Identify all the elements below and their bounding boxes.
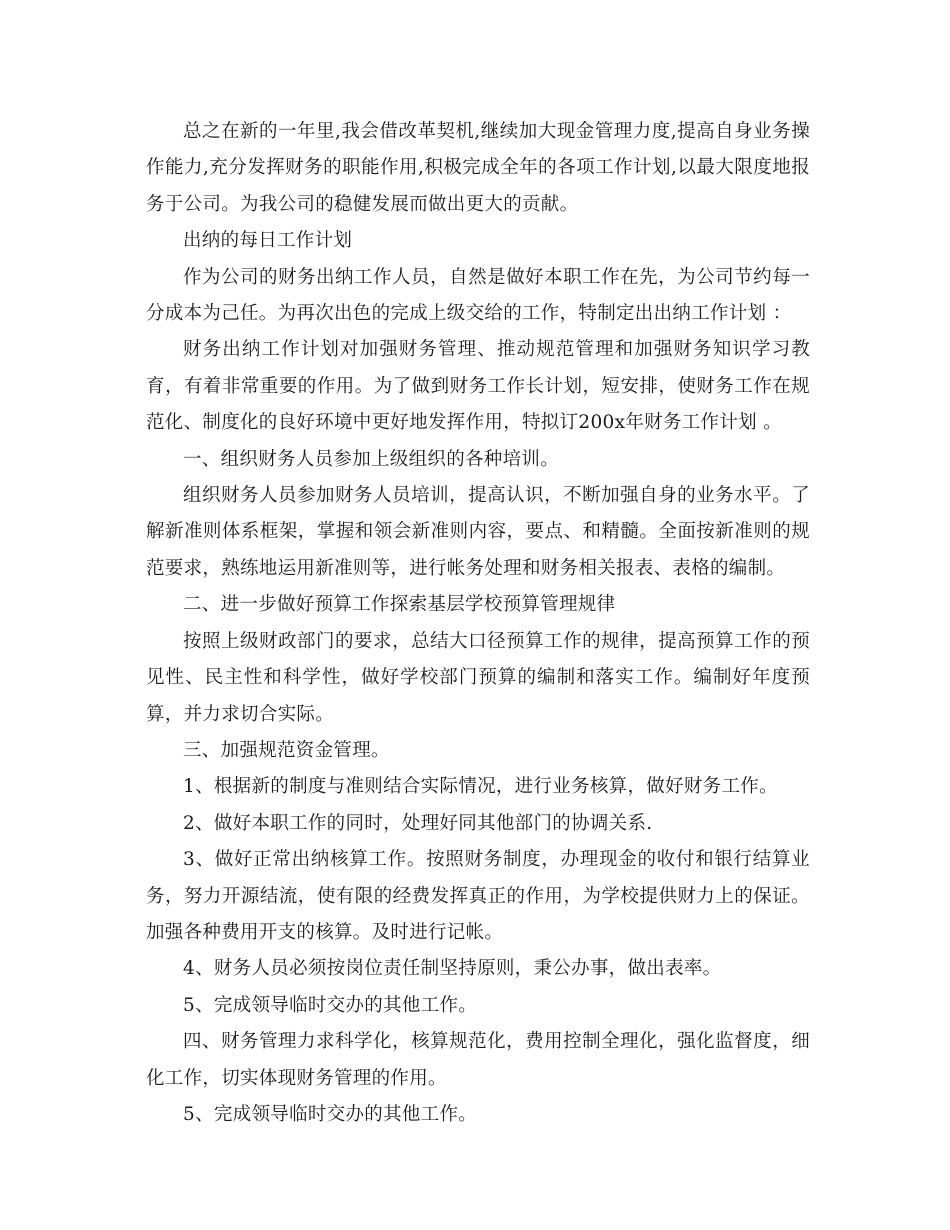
paragraph-budget: 按照上级财政部门的要求，总结大口径预算工作的规律，提高预算工作的预见性、民主性和科学性，做好学校部门预算的编制和落实工作。编制好年度预算，并力求切合实际。 [146, 630, 810, 725]
list-item-5: 5、完成领导临时交办的其他工作。 [183, 994, 478, 1016]
list-item-3: 3、做好正常出纳核算工作。按照财务制度，办理现金的收付和银行结算业务，努力开源结流，使有限的经费发挥真正的作用，为学校提供财力上的保证。加强各种费用开支的核算。及时进行记帐。 [146, 849, 810, 943]
list-item-5-repeat: 5、完成领导临时交办的其他工作。 [183, 1103, 478, 1125]
heading-item-1: 一、组织财务人员参加上级组织的各种培训。 [183, 448, 560, 470]
heading-item-2: 二、进一步做好预算工作探索基层学校预算管理规律 [183, 594, 616, 616]
list-item-2: 2、做好本职工作的同时，处理好同其他部门的协调关系. [183, 812, 653, 834]
paragraph-intro: 作为公司的财务出纳工作人员，自然是做好本职工作在先，为公司节约每一分成本为己任。为再次出色的完成上级交给的工作，特制定出出纳工作计划 ： [146, 266, 810, 325]
heading-item-3: 三、加强规范资金管理。 [183, 739, 390, 761]
paragraph-training: 组织财务人员参加财务人员培训，提高认识，不断加强自身的业务水平。了解新准则体系框架，掌握和领会新准则内容，要点、和精髓。全面按新准则的规范要求，熟练地运用新准则等，进行帐务处理和财务相关报表、表格的编制。 [146, 485, 810, 579]
paragraph-purpose: 财务出纳工作计划对加强财务管理、推动规范管理和加强财务知识学习教育，有着非常重要的作用。为了做到财务工作长计划，短安排，使财务工作在规范化、制度化的良好环境中更好地发挥作用，特拟订200x年财务工作计划 。 [146, 339, 810, 434]
document-body [146, 114, 810, 1133]
list-item-1: 1、根据新的制度与准则结合实际情况，进行业务核算，做好财务工作。 [183, 776, 778, 798]
list-item-4: 4、财务人员必须按岗位责任制坚持原则，秉公办事，做出表率。 [183, 958, 722, 980]
heading-item-4: 四、财务管理力求科学化，核算规范化，费用控制全理化，强化监督度，细化工作，切实体现财务管理的作用。 [146, 1031, 810, 1089]
section-title: 出纳的每日工作计划 [183, 230, 353, 252]
paragraph-summary: 总之在新的一年里,我会借改革契机,继续加大现金管理力度,提高自身业务操作能力,充分发挥财务的职能作用,积极完成全年的各项工作计划,以最大限度地报务于公司。为我公司的稳健发展而做出更大的贡献。 [146, 121, 810, 215]
